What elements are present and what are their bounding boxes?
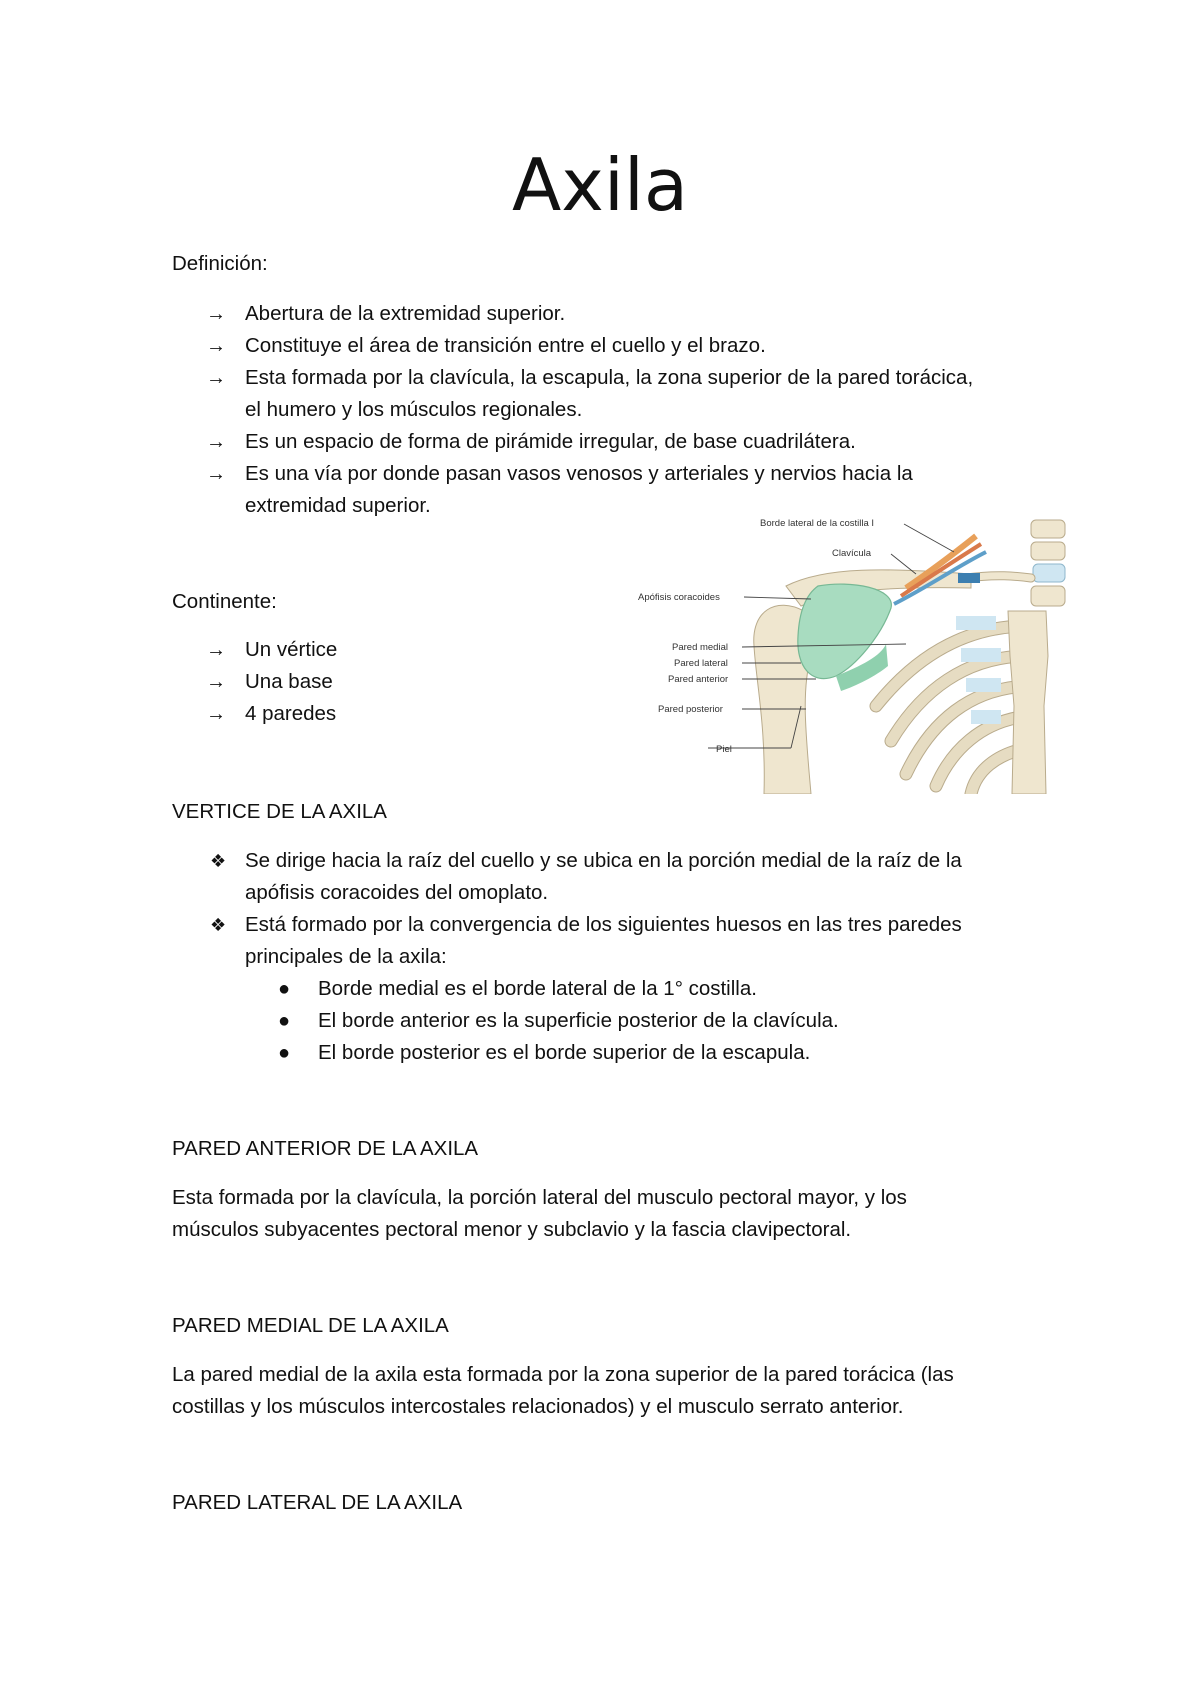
arrow-bullet-icon: → (206, 303, 226, 325)
section-heading-definicion: Definición: (172, 252, 268, 275)
vertice-item-continuation: apófisis coracoides del omoplato. (245, 881, 549, 904)
arrow-bullet-icon: → (206, 367, 226, 389)
continente-item: Una base (245, 670, 333, 693)
continente-item: Un vértice (245, 638, 338, 661)
vertice-subitem: El borde anterior es la superficie posterior de la clavícula. (318, 1009, 839, 1032)
figure-label: Pared anterior (668, 674, 729, 685)
section-heading-pared-lateral: PARED LATERAL DE LA AXILA (172, 1491, 463, 1514)
vertice-item-continuation: principales de la axila: (245, 945, 447, 968)
arrow-bullet-icon: → (206, 335, 226, 357)
section-heading-vertice: VERTICE DE LA AXILA (172, 800, 387, 823)
diamond-bullet-icon: ❖ (210, 851, 227, 871)
arrow-bullet-icon: → (206, 463, 226, 485)
arrow-bullet-icon: → (206, 639, 226, 661)
arrow-bullet-icon: → (206, 703, 226, 725)
definicion-item-continuation: el humero y los músculos regionales. (245, 398, 583, 421)
figure-label: Piel (716, 744, 732, 755)
figure-label: Pared posterior (658, 704, 723, 715)
paragraph-line: Esta formada por la clavícula, la porción lateral del musculo pectoral mayor, y los (172, 1186, 907, 1209)
section-heading-pared-anterior: PARED ANTERIOR DE LA AXILA (172, 1137, 479, 1160)
dot-bullet-icon: ● (278, 1010, 291, 1032)
definicion-item: Abertura de la extremidad superior. (245, 302, 566, 325)
axila-anatomy-figure (636, 516, 1076, 794)
arrow-bullet-icon: → (206, 431, 226, 453)
vertice-item: Se dirige hacia la raíz del cuello y se ubica en la porción medial de la raíz de la (245, 849, 962, 872)
figure-label: Clavícula (832, 548, 872, 559)
paragraph-line: músculos subyacentes pectoral menor y subclavio y la fascia clavipectoral. (172, 1218, 852, 1241)
paragraph-line: La pared medial de la axila esta formada por la zona superior de la pared torácica (las (172, 1363, 954, 1386)
vertice-item: Está formado por la convergencia de los siguientes huesos en las tres paredes (245, 913, 962, 936)
figure-label: Apófisis coracoides (638, 592, 720, 603)
figure-label: Pared lateral (674, 658, 728, 669)
definicion-item-continuation: extremidad superior. (245, 494, 431, 517)
section-heading-pared-medial: PARED MEDIAL DE LA AXILA (172, 1314, 449, 1337)
definicion-item: Es un espacio de forma de pirámide irregular, de base cuadrilátera. (245, 430, 856, 453)
figure-label: Borde lateral de la costilla I (760, 518, 875, 529)
paragraph-line: costillas y los músculos intercostales relacionados) y el musculo serrato anterior. (172, 1395, 904, 1418)
dot-bullet-icon: ● (278, 1042, 291, 1064)
continente-item: 4 paredes (245, 702, 337, 725)
figure-label: Pared medial (672, 642, 728, 653)
dot-bullet-icon: ● (278, 978, 291, 1000)
arrow-bullet-icon: → (206, 671, 226, 693)
definicion-item: Constituye el área de transición entre el cuello y el brazo. (245, 334, 766, 357)
section-heading-continente: Continente: (172, 590, 277, 613)
page-title: Axila (512, 143, 688, 227)
definicion-item: Esta formada por la clavícula, la escapula, la zona superior de la pared torácica, (245, 366, 974, 389)
diamond-bullet-icon: ❖ (210, 915, 227, 935)
vertice-subitem: El borde posterior es el borde superior de la escapula. (318, 1041, 811, 1064)
definicion-item: Es una vía por donde pasan vasos venosos y arteriales y nervios hacia la (245, 462, 913, 485)
vertice-subitem: Borde medial es el borde lateral de la 1° costilla. (318, 977, 757, 1000)
